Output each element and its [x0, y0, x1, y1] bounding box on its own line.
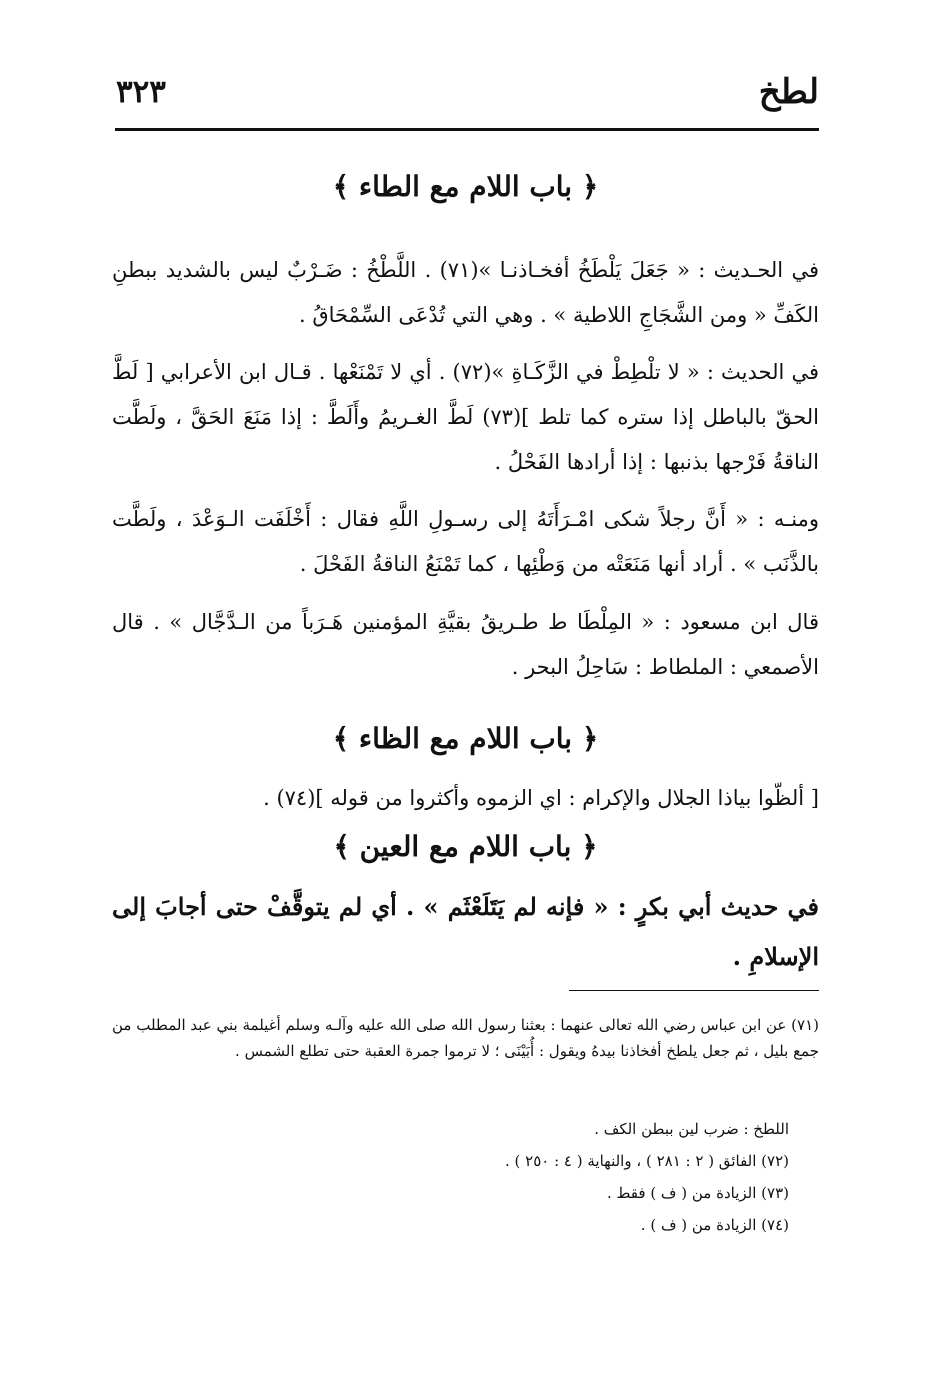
header-root-word: لطخ: [758, 72, 819, 112]
footnote-73: (٧٣) الزيادة من ( ف ) فقط .: [607, 1184, 789, 1202]
section-title-lam-ta: ﴿ باب اللام مع الطاء ﴾: [332, 170, 599, 203]
paragraph-2: في الحديث : « لا تلْطِطْ في الزَّكَـاةِ »(٧٢) . أي لا تَمْنَعْها . قـال ابن الأعرابي [ لَطَّ الحقّ بالباطل إذا ستره كما تلط ](٧٣) لَطَّ الغـريمُ وأَلَطَّ : إذا مَنَعَ الحَقَّ ، ولَطَّت الناقةُ فَرْجها بذنبها : إذا أرادها الفَحْلُ .: [112, 360, 819, 474]
paragraph-5: [ ألظّوا بياذا الجلال والإكرام : اي الزموه وأكثروا من قوله ](٧٤) .: [263, 786, 819, 810]
header-divider: [115, 128, 819, 131]
paragraph-1: في الحـديث : « جَعَلَ يَلْطَخُ أفخـاذنـا »(٧١) . اللَّطْخُ : ضَـرْبٌ ليس بالشديد ببطنِ الكَفِّ « ومن الشَّجَاجِ اللاطية » . وهي التي تُدْعَى السِّمْحَاقُ .: [112, 258, 819, 327]
paragraph-6: في حديث أبي بكرٍ : « فإنه لم يَتَلَعْثَم » . أي لم يتوقَّفْ حتى أجابَ إلى الإسلامِ .: [112, 892, 819, 971]
paragraph-4: قال ابن مسعود : « المِلْطَا ط طـريقُ بقيَّةِ المؤمنين هَـرَباً من الـدَّجَّال » . قال الأصمعي : الملطاط : سَاحِلُ البحر .: [112, 610, 819, 679]
footnote-71-gloss: اللطخ : ضرب لين ببطن الكف .: [594, 1120, 789, 1138]
paragraph-3: ومنـه : « أَنَّ رجلاً شكى امْـرَأَتَهُ إلى رسـولِ اللَّهِ فقال : أَخْلَفَت الـوَعْدَ ، ولَطَّت بالذَّنَب » . أراد أنها مَنَعَتْه من وَطْئِها ، كما تَمْنَعُ الناقةُ الفَحْلَ .: [112, 507, 819, 576]
footnote-74: (٧٤) الزيادة من ( ف ) .: [640, 1216, 789, 1234]
footnote-divider: [569, 990, 819, 991]
footnote-72: (٧٢) الفائق ( ٢ : ٢٨١ ) ، والنهاية ( ٤ : ٢٥٠ ) .: [505, 1152, 789, 1170]
page-number: ٣٢٣: [116, 74, 166, 110]
section-title-lam-za: ﴿ باب اللام مع الظاء ﴾: [332, 722, 599, 755]
section-title-lam-ain: ﴿ باب اللام مع العين ﴾: [333, 830, 598, 863]
footnote-71: (٧١) عن ابن عباس رضي الله تعالى عنهما : بعثنا رسول الله صلى الله عليه وآلـه وسلم أغيلمة بني عبد المطلب من جمع بليل ، ثم جعل يلطخ أفخاذنا بيدهُ ويقول : أُبَيْنَى ؛ لا ترموا جمرة العقبة حتى تطلع الشمس .: [112, 1016, 819, 1060]
